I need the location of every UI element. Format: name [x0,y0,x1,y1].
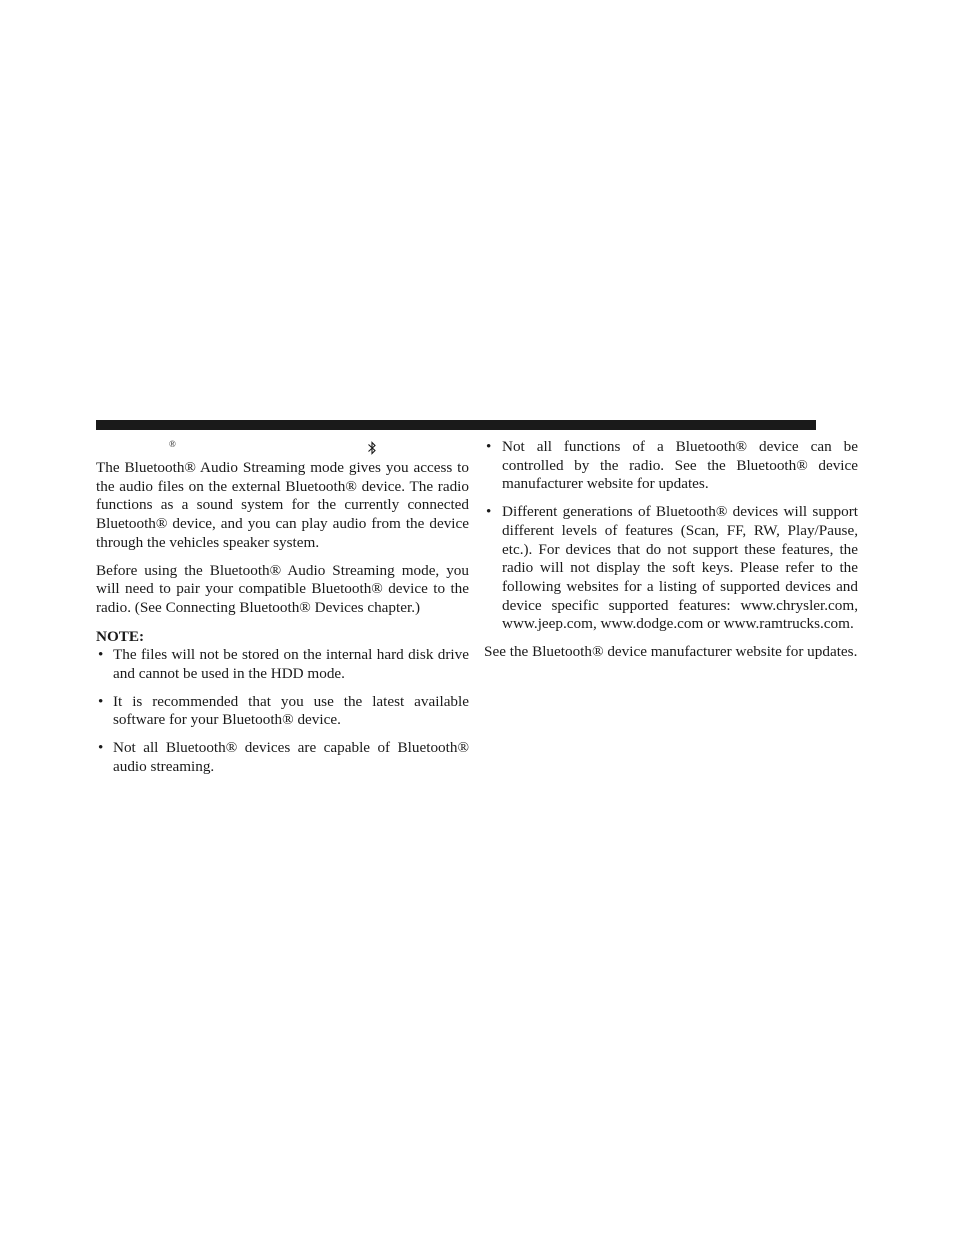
bluetooth-icon [366,440,378,456]
list-item: • Not all Bluetooth® devices are capable of Bluetooth® audio streaming. [96,739,469,776]
note-list [96,646,469,776]
see-manufacturer-paragraph: See the Bluetooth® device manufacturer website for updates. [484,643,858,661]
right-column [484,438,858,671]
section-heading [96,438,469,459]
section-rule [96,420,816,430]
left-column [96,438,469,786]
list-item: • The files will not be stored on the internal hard disk drive and cannot be used in the HDD mode. [96,646,469,683]
list-item: • Not all functions of a Bluetooth® device can be controlled by the radio. See the Bluetooth® device manufacturer website for updates. [484,438,858,494]
note-list-continued [484,438,858,634]
list-item: • Different generations of Bluetooth® devices will support different levels of features (Scan, FF, RW, Play/Pause, etc.). For devices that do not support these features, the radio will not display the soft keys. Please refer to the following websites for a listing of supported devices and device specific supported features: www.chrysler.com, www.jeep.com, www.dodge.com or www.ramtrucks.com. [484,503,858,634]
heading-registered-mark: ® [169,439,176,449]
list-item: • It is recommended that you use the latest available software for your Bluetooth® device. [96,693,469,730]
note-label: NOTE: [96,627,145,645]
pairing-paragraph: Before using the Bluetooth® Audio Streaming mode, you will need to pair your compatible Bluetooth® device to the radio. (See Connecting Bluetooth® Devices chapter.) [96,561,469,616]
intro-paragraph: The Bluetooth® Audio Streaming mode gives you access to the audio files on the external Bluetooth® device. The radio functions as a sound system for the currently connected Bluetooth® device, and you can play audio from the device through the vehicles speaker system. [96,459,469,551]
